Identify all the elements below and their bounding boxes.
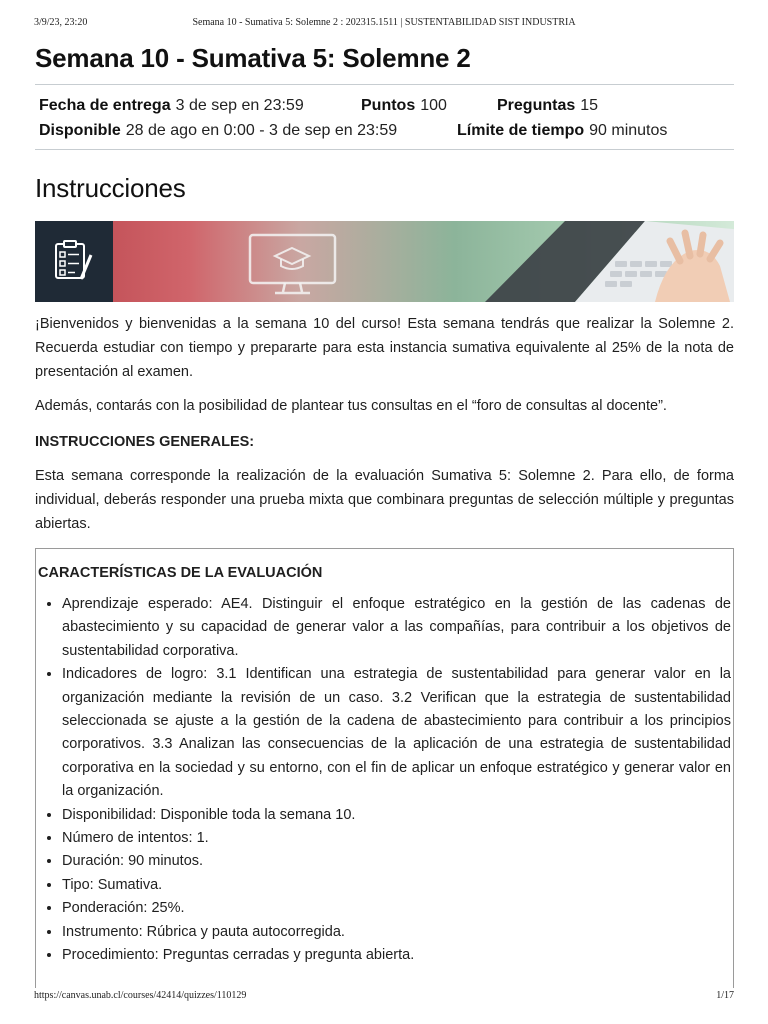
characteristics-list [38, 593, 731, 968]
meta-puntos-label: Puntos [361, 97, 416, 114]
meta-preguntas-label: Preguntas [497, 97, 576, 114]
meta-puntos [361, 97, 447, 115]
instructions-banner [35, 221, 734, 302]
quiz-meta [35, 85, 734, 149]
meta-preguntas [497, 97, 598, 115]
meta-fecha-value: 3 de sep en 23:59 [175, 97, 304, 114]
meta-fecha [39, 97, 304, 115]
laptop-typing-image [445, 221, 734, 302]
meta-fecha-label: Fecha de entrega [39, 97, 171, 114]
meta-limite-label: Límite de tiempo [457, 122, 585, 139]
instructions-heading: Instrucciones [35, 173, 186, 203]
list-item: • Duración: 90 minutos. [62, 850, 731, 873]
quiz-content [35, 40, 734, 988]
meta-disponible-label: Disponible [39, 122, 121, 139]
divider-bottom [35, 149, 734, 150]
instructions-paragraph-3: Esta semana corresponde la realización de la evaluación Sumativa 5: Solemne 2. Para ello, de forma individual, deberás responder una prueba mixta que combinara preguntas de selección múltiple y preguntas abiertas. [35, 468, 734, 532]
meta-disponible [39, 122, 397, 140]
list-item: • Aprendizaje esperado: AE4. Distinguir el enfoque estratégico en la gestión de las cadenas de abastecimiento y su capacidad de generar valor a las compañías, para contribuir a los objetivos de sustentabilidad corporativa. [62, 593, 731, 663]
quiz-title: Semana 10 - Sumativa 5: Solemne 2 [35, 43, 471, 73]
banner-dark-panel [35, 221, 113, 302]
meta-puntos-value: 100 [420, 97, 447, 114]
print-header [34, 17, 734, 31]
evaluation-characteristics-box [35, 548, 734, 988]
characteristics-heading: CARACTERÍSTICAS DE LA EVALUACIÓN [38, 565, 323, 581]
list-item: • Tipo: Sumativa. [62, 874, 731, 897]
general-instructions-heading: INSTRUCCIONES GENERALES: [35, 434, 255, 450]
print-footer [34, 990, 734, 1004]
print-page-title: Semana 10 - Sumativa 5: Solemne 2 : 202315.1511 | SUSTENTABILIDAD SIST INDUSTRIA [192, 17, 576, 28]
checklist-icon [35, 221, 113, 302]
list-item: • Instrumento: Rúbrica y pauta autocorregida. [62, 921, 731, 944]
meta-limite-value: 90 minutos [589, 122, 668, 139]
print-datetime: 3/9/23, 23:20 [34, 17, 88, 28]
print-page-number: 1/17 [716, 990, 734, 1001]
list-item: • Número de intentos: 1. [62, 827, 731, 850]
print-url: https://canvas.unab.cl/courses/42414/quizzes/110129 [34, 990, 247, 1001]
list-item: • Procedimiento: Preguntas cerradas y pregunta abierta. [62, 944, 731, 967]
instructions-paragraph-1: ¡Bienvenidos y bienvenidas a la semana 10 del curso! Esta semana tendrás que realizar la Solemne 2. Recuerda estudiar con tiempo y prepararte para esta instancia sumativa equivalente al 25% de la nota de presentación al examen. [35, 316, 734, 380]
meta-disponible-value: 28 de ago en 0:00 - 3 de sep en 23:59 [125, 122, 398, 139]
monitor-graduation-icon [245, 233, 340, 295]
list-item: • Ponderación: 25%. [62, 897, 731, 920]
list-item: • Indicadores de logro: 3.1 Identifican una estrategia de sustentabilidad para generar valor en la organización mediante la revisión de un caso. 3.2 Verifican que la estrategia de sustentabilidad seleccionada se ajuste a la gestión de la cadena de abastecimiento para contribuir a los principios corporativos. 3.3 Analizan las consecuencias de la aplicación de una estrategia de sustentabilidad corporativa en la sociedad y su entorno, con el fin de aplicar un enfoque estratégico y generar valor en la organización. [62, 663, 731, 803]
instructions-paragraph-2: Además, contarás con la posibilidad de plantear tus consultas en el “foro de consultas al docente”. [35, 398, 667, 414]
list-item: • Disponibilidad: Disponible toda la semana 10. [62, 804, 731, 827]
meta-limite [457, 122, 667, 140]
meta-preguntas-value: 15 [580, 97, 599, 114]
